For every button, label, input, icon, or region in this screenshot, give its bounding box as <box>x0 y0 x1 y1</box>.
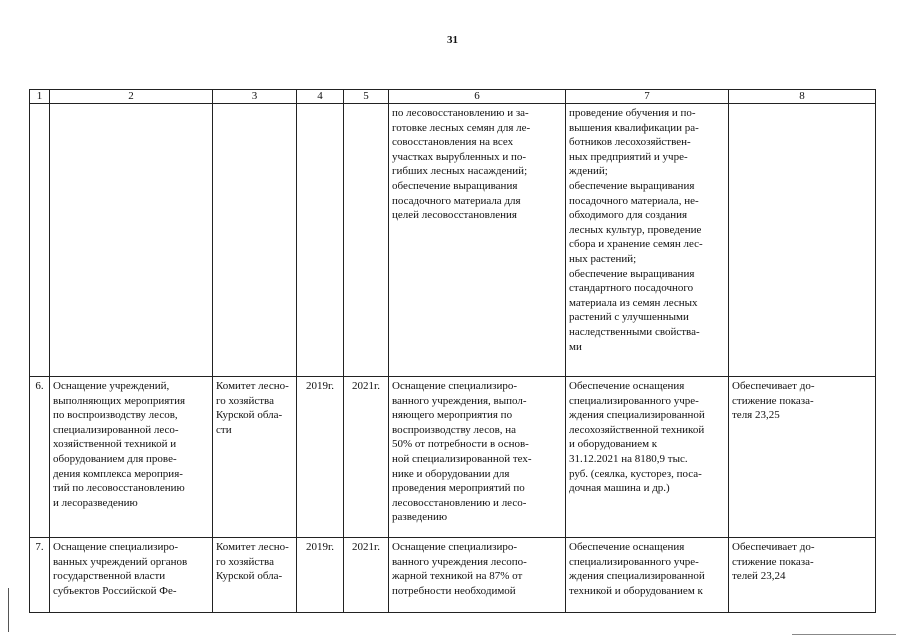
column-number: 8 <box>729 90 876 104</box>
end-year-cell: 2021г. <box>344 377 389 538</box>
column-number: 2 <box>50 90 213 104</box>
start-year-cell: 2019г. <box>297 538 344 613</box>
start-year-cell: 2019г. <box>297 377 344 538</box>
expected-result-cell: по лесовосстановлению и за- готовке лесных семян для ле- совосстановления на всех участках вырубленных и по- гибших лесных насаждений; обеспечение выращивания посадочного материала для целей лесовосстановления <box>389 104 566 377</box>
table-row <box>30 104 876 377</box>
indicator-link-cell: Обеспечивает до- стижение показа- телей 23,24 <box>729 538 876 613</box>
measure-cell <box>50 104 213 377</box>
program-measures-table <box>29 89 876 613</box>
scan-edge-mark <box>8 588 9 632</box>
executor-cell: Комитет лесно- го хозяйства Курской обла- <box>213 538 297 613</box>
table-row <box>30 538 876 613</box>
executor-cell: Комитет лесно- го хозяйства Курской обла- сти <box>213 377 297 538</box>
column-number: 4 <box>297 90 344 104</box>
indicator-link-cell <box>729 104 876 377</box>
executor-cell <box>213 104 297 377</box>
indicator-link-cell: Обеспечивает до- стижение показа- теля 23,25 <box>729 377 876 538</box>
table-row <box>30 377 876 538</box>
end-year-cell: 2021г. <box>344 538 389 613</box>
row-number <box>30 104 50 377</box>
measure-cell: Оснащение специализиро- ванных учреждений органов государственной власти субъектов Российской Фе- <box>50 538 213 613</box>
column-number: 6 <box>389 90 566 104</box>
row-number: 7. <box>30 538 50 613</box>
main-directions-cell: Обеспечение оснащения специализированного учре- ждения специализированной техникой и оборудованием к <box>566 538 729 613</box>
column-number: 1 <box>30 90 50 104</box>
row-number: 6. <box>30 377 50 538</box>
column-number: 3 <box>213 90 297 104</box>
main-directions-cell: Обеспечение оснащения специализированного учре- ждения специализированной лесохозяйственной техникой и оборудованием к 31.12.2021 на 8180,9 тыс. руб. (сеялка, кусторез, поса- дочная машина и др.) <box>566 377 729 538</box>
expected-result-cell: Оснащение специализиро- ванного учреждения, выпол- няющего мероприятия по воспроизводству лесов, на 50% от потребности в основ- ной специализированной тех- нике и оборудовании для проведения мероприятий по лесовосстановлению и лесо- разведению <box>389 377 566 538</box>
expected-result-cell: Оснащение специализиро- ванного учреждения лесопо- жарной техникой на 87% от потребности необходимой <box>389 538 566 613</box>
scan-edge-mark <box>792 634 896 635</box>
page-number: 31 <box>447 34 458 46</box>
end-year-cell <box>344 104 389 377</box>
measure-cell: Оснащение учреждений, выполняющих мероприятия по воспроизводству лесов, специализированной лесо- хозяйственной техникой и оборудованием для прове- дения комплекса мероприя- тий по лесовосстановлению и лесоразведению <box>50 377 213 538</box>
column-number-row <box>30 90 876 104</box>
column-number: 5 <box>344 90 389 104</box>
column-number: 7 <box>566 90 729 104</box>
start-year-cell <box>297 104 344 377</box>
main-directions-cell: проведение обучения и по- вышения квалификации ра- ботников лесохозяйствен- ных предприятий и учре- ждений; обеспечение выращивания посадочного материала, не- обходимого для создания лесных культур, проведение сбора и хранение семян лес- ных растений; обеспечение выращивания стандартного посадочного материала из семян лесных растений с улучшенными наследственными свойства- ми <box>566 104 729 377</box>
